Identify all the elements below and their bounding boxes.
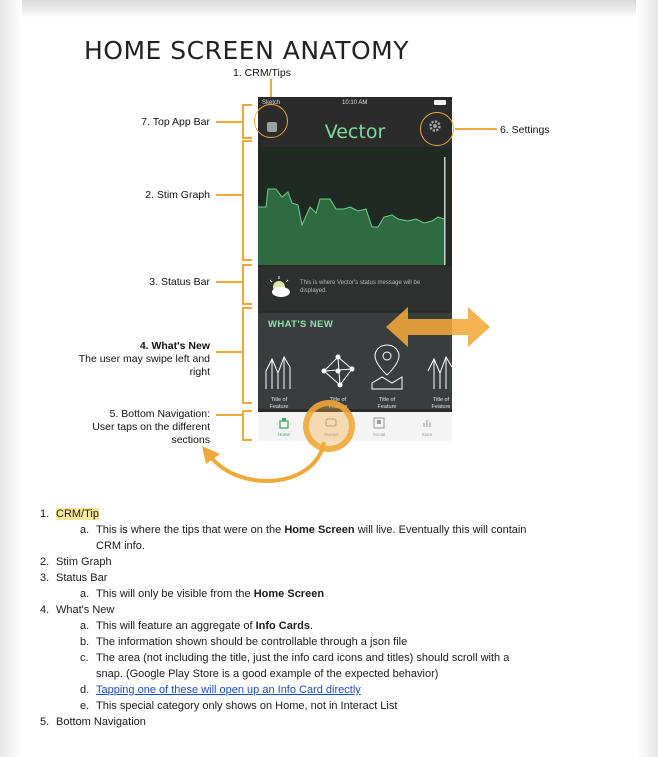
status-bar-bracket [242,264,244,304]
list-item-4d [40,682,600,698]
nav-label-interact[interactable]: Interact [323,432,339,437]
nav-label-social[interactable]: Social [372,432,386,437]
page-shadow-left [0,0,22,757]
list-label: Status Bar [56,572,108,584]
list-num: 5. [40,716,50,728]
list-item-1 [40,506,600,522]
stim-graph-connector-line [216,194,242,196]
top-app-bar-bracket [242,104,244,138]
bottom-nav-connector-line [216,414,242,416]
list-item-3a [40,586,600,602]
swipe-arrow-icon [386,305,490,349]
page-title: HOME SCREEN ANATOMY [84,36,409,65]
callout-whats-new-desc-1: The user may swipe left and [78,353,210,365]
status-message: This is where Vector's status message will be displayed. [300,280,421,294]
list-item-3 [40,570,600,586]
text-fragment: CRM info. [96,540,145,552]
text-fragment: This will only be visible from the [96,588,254,600]
feature-title-4[interactable]: Title of Feature [431,397,451,410]
text-fragment: This will feature an aggregate of [96,620,256,632]
feature-icon-3[interactable] [370,343,404,391]
list-item-1a [40,522,600,554]
text-fragment: This is where the tips that were on the [96,524,285,536]
list-label: Bottom Navigation [56,716,146,728]
notes-list [40,506,600,730]
list-item-4b [40,634,600,650]
top-app-bar-bracket-bottom [242,137,252,139]
status-bar-bracket-top [242,264,252,266]
page-shadow-right [636,0,658,757]
callout-top-app-bar: 7. Top App Bar [141,116,210,128]
stim-graph-bracket [242,140,244,260]
top-app-bar-bracket-top [242,104,252,106]
list-letter: a. [80,524,90,536]
text-fragment: This special category only shows on Home, not in Interact List [96,700,398,712]
crm-highlight-ring [254,104,288,138]
text-fragment: snap. (Google Play Store is a good example of the expected behavior) [96,668,439,680]
callout-stim-graph: 2. Stim Graph [145,189,210,201]
phone-mockup [258,97,452,441]
text-fragment: The area (not including the title, just the info card icons and titles) should scroll with a [96,652,510,664]
text-fragment: The information shown should be controllable through a json file [96,636,408,648]
list-num: 4. [40,604,50,616]
list-item-5 [40,714,600,730]
nav-label-home[interactable]: Home [277,432,290,437]
list-letter: b. [80,636,90,648]
bold-text: Home Screen [284,524,355,536]
callout-whats-new-desc-2: right [189,366,210,378]
bold-text: Info Cards [255,620,310,632]
whats-new-bracket-top [242,307,252,309]
top-app-bar-connector-line [216,121,242,123]
app-name: Vector [324,121,386,143]
bold-text: Home Screen [253,588,325,600]
feature-title-3[interactable]: Title of Feature [377,397,397,410]
battery-icon [434,100,446,105]
list-label-crm-tip: CRM/Tip [56,508,99,520]
social-icon[interactable] [373,417,385,429]
info-card-link[interactable]: Tapping one of these will open up an Info Card directly [96,684,361,696]
list-letter: a. [80,588,90,600]
list-item-4a [40,618,600,634]
nav-label-store[interactable]: Store [421,432,433,437]
callout-bottom-nav-desc-1: User taps on the different [92,421,210,433]
stim-graph-bracket-top [242,140,252,142]
bottom-nav-bracket-top [242,410,252,412]
callout-bottom-nav-desc-2: sections [171,434,210,446]
stim-graph-bracket-bottom [242,259,252,261]
stim-graph [258,147,452,265]
whats-new-bracket-bottom [242,402,252,404]
text-fragment: . [310,620,314,632]
list-num: 1. [40,508,50,520]
whats-new-connector-line [216,351,242,353]
whats-new-bracket [242,307,244,403]
list-letter: a. [80,620,90,632]
page-shadow-top [0,0,658,18]
callout-status-bar: 3. Status Bar [149,276,210,288]
home-icon[interactable] [278,417,290,429]
phone-time: 10:10 AM [342,100,368,106]
store-icon[interactable] [421,417,433,429]
list-item-4 [40,602,600,618]
list-item-4c [40,650,600,682]
list-num: 2. [40,556,50,568]
stim-graph-chart [258,147,452,265]
list-item-2 [40,554,600,570]
callout-crm: 1. CRM/Tips [233,67,291,79]
whats-new-label: WHAT'S NEW [268,319,334,330]
settings-connector-line [455,128,497,130]
weather-status-icon [268,275,294,301]
settings-highlight-ring [420,112,454,146]
callout-settings: 6. Settings [500,124,550,136]
list-num: 3. [40,572,50,584]
list-letter: e. [80,700,90,712]
callout-whats-new-title: 4. What's New [139,340,210,352]
list-item-4e [40,698,600,714]
list-label: What's New [56,604,115,616]
callout-bottom-nav-title: 5. Bottom Navigation: [109,408,210,420]
list-label: Stim Graph [56,556,112,568]
feature-title-2[interactable]: Title of Feature [328,397,348,410]
phone-carrier: Sketch [262,100,281,106]
text-fragment: will live. Eventually this will contain [354,524,527,536]
curved-arrow-icon [196,436,336,496]
feature-icon-1[interactable] [264,351,294,391]
list-letter: d. [80,684,90,696]
list-letter: c. [80,652,89,664]
feature-icon-2[interactable] [318,351,358,391]
status-bar-connector-line [216,281,242,283]
feature-title-1[interactable]: Title of Feature [269,397,289,410]
feature-icon-4[interactable] [426,351,452,391]
status-bar-bracket-bottom [242,303,252,305]
